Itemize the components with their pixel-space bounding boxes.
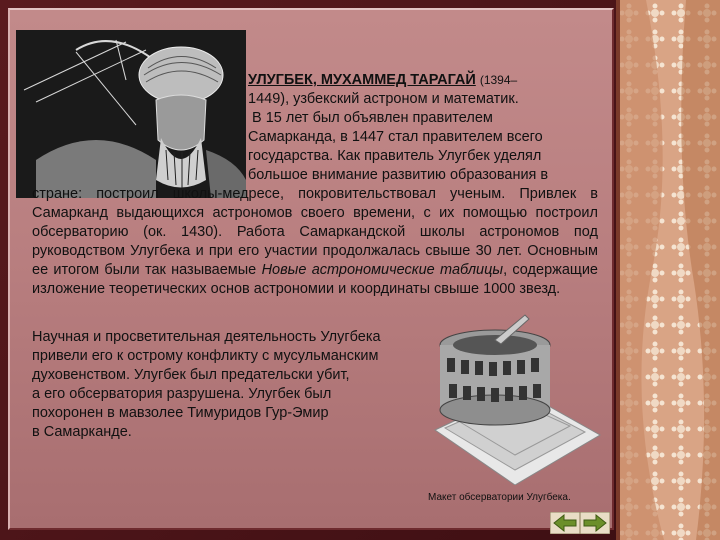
arrow-left-icon	[550, 512, 580, 534]
heading-line: 1449), узбекский астроном и математик.	[248, 91, 519, 107]
body-paragraph	[32, 185, 598, 299]
tail-paragraph	[32, 328, 432, 442]
tail-line: а его обсерватория разрушена. Улугбек был	[32, 386, 332, 402]
body-text: стране: построил школы-медресе, покровительствовал ученым. Привлек в Самарканд выдающихся астрономов своего времени, с их помощью построил обсерваторию (ок. 1430). Работа Самаркандской школы астрономов под руководством Улугбека и при его участии продолжалась свыше 30 лет. Основным ее итогом были так называемые	[32, 186, 598, 278]
floral-pattern-icon	[616, 0, 720, 540]
heading-line: Самарканда, в 1447 стал правителем всего	[248, 129, 543, 145]
heading-line: В 15 лет был объявлен правителем	[252, 110, 493, 126]
arrow-right-icon	[580, 512, 610, 534]
image-caption: Макет обсерватории Улугбека.	[428, 492, 571, 503]
ulugbek-portrait-image	[16, 30, 246, 198]
slide-panel	[8, 8, 614, 530]
body-text-end: , содержащие изложение теоретических основ астрономии и координаты свыше 1000 звезд.	[32, 262, 598, 297]
observatory-model-image	[425, 310, 605, 485]
tail-line: похоронен в мавзолее Тимуридов Гур-Эмир	[32, 405, 329, 421]
scientist-name: УЛУГБЕК, МУХАММЕД ТАРАГАЙ	[248, 72, 476, 88]
tail-line: Научная и просветительная деятельность Улугбека	[32, 329, 381, 345]
tail-line: привели его к острому конфликту с мусульманским	[32, 348, 379, 364]
heading-line: государства. Как правитель Улугбек уделял	[248, 148, 542, 164]
heading-line: большое внимание развитию образования в	[248, 167, 549, 183]
decorative-ornament-border	[616, 0, 720, 540]
heading-block	[248, 71, 598, 185]
next-slide-button[interactable]	[580, 512, 610, 534]
birth-year: (1394–	[479, 73, 518, 87]
prev-slide-button[interactable]	[550, 512, 580, 534]
tables-title: Новые астрономические таблицы	[261, 262, 504, 278]
tail-line: духовенством. Улугбек был предательски убит,	[32, 367, 350, 383]
tail-line: в Самарканде.	[32, 424, 132, 440]
